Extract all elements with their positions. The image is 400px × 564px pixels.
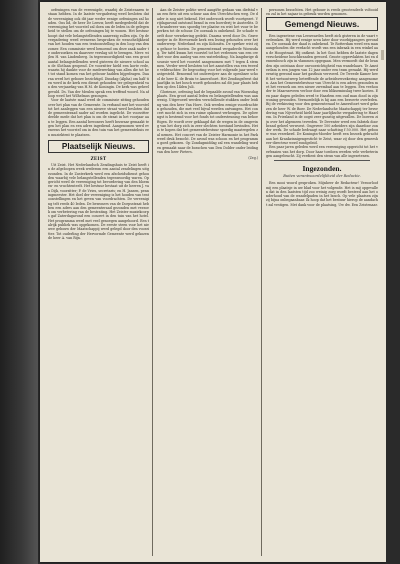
- article-text: [157, 8, 258, 154]
- section-header-gemengd-nieuws: Gemengd Nieuws.: [266, 17, 378, 31]
- divider: [274, 160, 370, 161]
- page-edge: [386, 0, 400, 564]
- section-header-ingezonden: Ingezonden.: [302, 164, 342, 174]
- section-header-plaatselijk-nieuws: Plaatselijk Nieuws.: [48, 140, 149, 153]
- page-tab-mark: [381, 50, 384, 60]
- article-text: [266, 8, 378, 17]
- article-text: [48, 163, 149, 240]
- article-text: [48, 8, 149, 137]
- column-rule: [261, 8, 262, 556]
- paragraph: Voor de laatste maal werd de commissie zitting gehouden over het plan van de Gemeente. In verband met het voorstel tot het aanleggen van een nieuwe straat werd besloten dat de gemeenteraad nader zal worden ingelicht. De voorzitter deelde mede dat het plan is om de straat in het voorjaar aan te leggen. Een aantal bewoners heeft bezwaar gemaakt tegen het plan en een adres ingediend. Aangenomen werd eveneens het voorstel om in den tuin van het gemeentehuis een muziektent te plaatsen.: [48, 98, 149, 137]
- paragraph: Uit Zeist. Het Nederlandsch Zendingshuis te Zeist heeft in de afgeloopen week wederom een aantal zendelingen uitgezonden. In de Zusterkerk werd een afscheidsdienst gehouden waarbij vele belangstellenden tegenwoordig waren. Opgericht werd de vereeniging tot bevordering van den bloemen- en vruchtenteelt. Het bestuur bestaat uit de heeren J. van Dijk, voorzitter; P. de Vries, secretaris; en H. Jansen, penningmeester. Het doel der vereeniging is het houden van tentoonstellingen en het geven van voordrachten. De vereeniging telt reeds 40 leden. De bewoners van de Dorpsstraat hebben een adres aan den gemeenteraad gezonden met verzoek om verbetering van de bestrating. Het Zeister muziekcorps gaf Zaterdagavond een concert in den tuin van het hotel. Het programma werd met veel genoegen aangehoord. Een talrijk publiek was opgekomen. De eerste steen voor het nieuwe gebouw der Maatschappij werd gelegd door den voorzitter. Tot ouderling der Hervormde Gemeente werd gekozen de heer A. van Rijn.: [48, 162, 149, 240]
- column-3: [266, 8, 378, 556]
- column-1: [48, 8, 149, 556]
- paragraph: oefeningen van de vereenigde, waarbij de Zeistenaren te staan hebben. In de laatste vergadering werd besloten dat de vereeniging ook dit jaar weder eenige oefeningen zal houden. Ons lid, de heer De Leeuw, heeft medegedeeld dat de vereeniging het voorstel zal doen om de leden in de gelegenheid te stellen om de oefeningen bij te wonen. Het bestuur hoopt dat vele belangstellenden aanwezig zullen zijn. Op de vergadering werd eveneens besproken de wenschelijkheid van het houden van een tentoonstelling in den loop van den zomer. Een commissie werd benoemd om deze zaak nader te onderzoeken en daarover verslag uit te brengen. Mevr. wijlen H. van Lindenberg. In tegenwoordigheid van een groot aantal belangstellenden werd gisteren de nieuwe school aan de Slotlaan geopend. De voorzitter hield een korte rede, waarin hij dankte voor de medewerking van allen die tot het tot stand komen van het gebouw hadden bijgedragen. Daarna werd het gebouw bezichtigd. Dinsdag (Alpha) om half tien werd in de kerk een dienst gehouden ter gelegenheid van den verjaardag van H.M. de Koningin. De kerk was geheel gevuld. Ds. Van der Meulen sprak een treffend woord. Na afloop werd het Wilhelmus gezongen.: [48, 8, 149, 98]
- column-rule: [152, 8, 153, 556]
- article-text: [266, 34, 378, 159]
- column-2: [157, 8, 258, 556]
- paragraph: Glorieuze, oefening had de bepaalde avond van Woensdag plaats. Een groot aantal leden en belangstellenden was aanwezig. Uitgevoerd werden verschillende stukken onder leiding van den heer Van Hove. Ook werden eenige voordrachten gehouden, die met veel bijval werden ontvangen. Het concert mocht zich in een ruime opkomst verheugen. De opbrengst is bestemd voor het fonds tot ondersteuning van behoeftigen. Er wordt over geklaagd dat de wegen in de omgeving van het dorp zich in zeer slechten toestand bevinden. Het is te hopen dat het gemeentebestuur spoedig maatregelen zal nemen. Het concert van de Zeister Harmonie in het Park werd druk bezocht. De avond was schoon en het programma goed gekozen. Op Zondagmiddag zal een wandeling worden gemaakt naar de bosschen van Den Dolder onder leiding van den heer Pieters.: [157, 89, 258, 154]
- article-text: [266, 181, 378, 207]
- paragraph: Een mooi woord gesproken. Mijnheer de Redacteur! Veroorloof mij een plaatsje in uw blad voor het volgende. Het is mij opgevallen dat in den laatsten tijd zoo weinig zorg wordt besteed aan het onderhoud van de wandelpaden in het bosch. Op vele plaatsen zijn zij bijna onbegaanbaar. Ik hoop dat het bestuur hierop de aandacht zal vestigen. Met dank voor de plaatsing, Uw dw. Een Zeistenaar.: [266, 181, 378, 207]
- paragraph: Een paar jaren geleden werd een vereeniging opgericht tot het verfraaien van het dorp. Door haar toedoen werden vele verbeteringen aangebracht. Zij verdient den steun van alle ingezetenen.: [266, 145, 378, 158]
- paragraph: Aan de Zeister politie werd aangifte gedaan van diefstal van een fiets uit een schuur aan den Utrechtschen weg. De dader is nog niet bekend. Het onderzoek wordt voortgezet. Vrijdagavond ontstond brand in een boerderij te Austerlitz. De brandweer was spoedig ter plaatse en wist het vuur te beperken tot de schuur. De oorzaak is onbekend. De schade wordt door verzekering gedekt. Daarna werd door Ds. Gravemeijer in de Hervormde kerk een lezing gehouden over het onderwerp: Nederland en zijn Koloniën. De spreker wist zijn gehoor te boeien. De gemeenteraad vergaderde Woensdag. Ter tafel kwam het voorstel tot het verleenen van een crediet voor den aanleg van een waterleiding. Na langdurige discussie werd het voorstel aangenomen met 7 tegen 4 stemmen. Verder werd besloten tot het aanstellen van een tweede veldwachter. De begrooting voor het volgende jaar werd vastgesteld. Benoemd tot onderwijzer aan de openbare school de heer K. de Bruin te Amersfoort. Het Zendingsfeest dat jaarlijks in het bosch wordt gehouden zal dit jaar plaats hebben op den 14den Juli.: [157, 8, 258, 90]
- ingezonden-subtitle: Buiten verantwoordelijkheid der Redactie.: [283, 174, 361, 179]
- paragraph: personen bezochten. Het gebouw is reeds grootendeels voltooid en zal in het najaar in gebruik worden genomen.: [266, 8, 378, 17]
- footnote: (Zeg.): [248, 156, 258, 161]
- paragraph: Een ingezetene van Leeuwarden heeft zich gisteren in de vaart verdronken. Hij werd eenige uren later door voorbijgangers gevonden. De oorzaak der daad is onbekend. Te Rotterdam werd een man aangehouden die verdacht wordt van een inbraak in een winkel aan de Hoogstraat. Hij ontkent. In het Gooi hebben de laatste dagen verscheidene boschbranden gewoed. Groote oppervlakten hei en dennenbosch zijn in vlammen opgegaan. Men vermoedt dat de branden zijn ontstaan door onvoorzichtigheid van wandelaars. Te Amsterdam is een jongen van 12 jaar onder een tram geraakt. Hij werd ernstig gewond naar het gasthuis vervoerd. De Tweede Kamer heeft het wetsontwerp betreffende de arbeidsverzekering aangenomen. Aan het Gemeentebestuur van Utrecht is een adres gezonden met het verzoek om een nieuw zwembad aan te leggen. Een veehouder te Maarsseveen verloor door een blikseminslag twee koeien. Een paar dagen geleden werd te Haarlem een oud man dood in zijn woning gevonden. Vermoedelijk is hij aan een beroerte overleden. Bij de verkiezing voor den gemeenteraad te Amersfoort werd gekozen de heer W. de Boer. De Nederlandsche Maatschappij ter bevordering van Nijverheid hield haar jaarlijksche vergadering te Haarlem. In Friesland is de oogst zeer gunstig uitgevallen. De boeren zijn over het algemeen tevreden. Te Deventer werd een fabriek door brand geheel verwoest. Ongeveer 100 arbeiders zijn daardoor zonder werk. De schade bedraagt naar schatting f 50.000. Het gebouw was verzekerd. De Koningin-Moeder heeft een bezoek gebracht aan het Krankzinnigengesticht te Zeist, waar zij door den geneesheer-directeur werd rondgeleid.: [266, 33, 378, 146]
- newspaper-page: [40, 2, 386, 562]
- book-binding: [0, 0, 38, 564]
- subheader-zeist: ZEIST: [90, 155, 107, 161]
